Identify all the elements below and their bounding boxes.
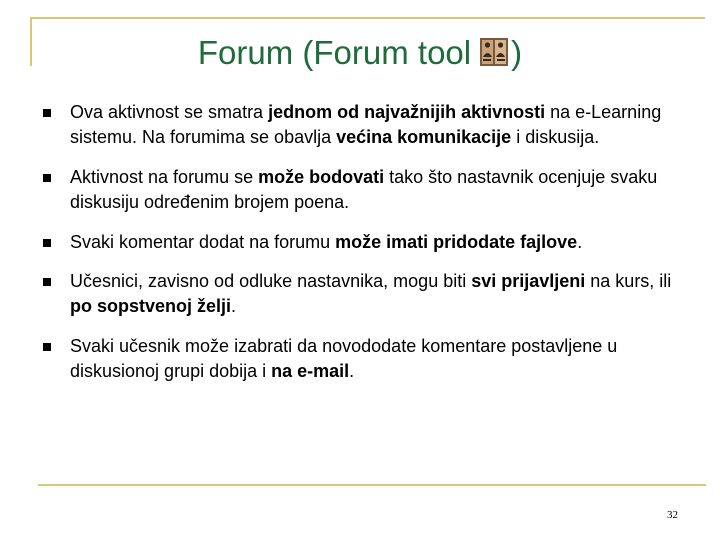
bold-text: većina komunikacije xyxy=(336,127,512,147)
slide-title xyxy=(0,30,720,79)
bullet-item: Ova aktivnost se smatra jednom od najvažnijih aktivnosti na e-Learning sistemu. Na forumima se obavlja većina komunikacije i diskusija. xyxy=(40,100,690,150)
forum-icon xyxy=(479,33,509,79)
title-suffix: ) xyxy=(511,34,523,71)
square-bullet-icon xyxy=(43,239,51,247)
top-rule xyxy=(30,17,705,19)
bold-text: svi prijavljeni xyxy=(471,271,586,291)
bold-text: može bodovati xyxy=(258,167,385,187)
bullet-item: Svaki komentar dodat na forumu može imati pridodate fajlove. xyxy=(40,230,690,255)
bullet-item: Svaki učesnik može izabrati da novododate komentare postavljene u diskusionoj grupi dobija i na e-mail. xyxy=(40,334,690,384)
bold-text: može imati pridodate fajlove xyxy=(335,232,578,252)
square-bullet-icon xyxy=(43,278,51,286)
bold-text: na e-mail xyxy=(271,361,350,381)
square-bullet-icon xyxy=(43,174,51,182)
page-number: 32 xyxy=(667,509,678,521)
square-bullet-icon xyxy=(43,109,51,117)
bullet-list xyxy=(40,100,690,384)
title-prefix: Forum (Forum tool xyxy=(197,34,472,71)
bold-text: jednom od najvažnijih aktivnosti xyxy=(268,102,546,122)
bottom-rule xyxy=(38,484,706,486)
bullet-item: Učesnici, zavisno od odluke nastavnika, mogu biti svi prijavljeni na kurs, ili po sopstvenoj želji. xyxy=(40,269,690,319)
square-bullet-icon xyxy=(43,343,51,351)
bullet-item: Aktivnost na forumu se može bodovati tako što nastavnik ocenjuje svaku diskusiju određenim brojem poena. xyxy=(40,165,690,215)
bold-text: po sopstvenoj želji xyxy=(70,296,232,316)
